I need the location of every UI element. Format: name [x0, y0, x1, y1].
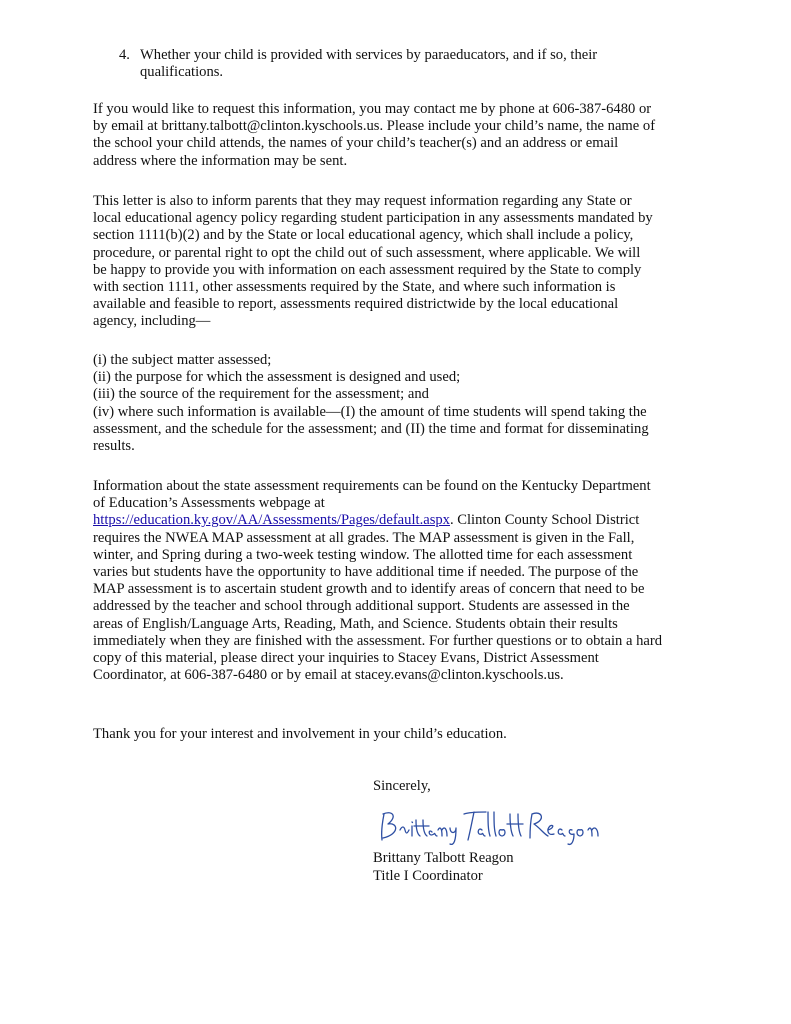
list-item-4 — [119, 47, 679, 81]
text-line — [93, 512, 713, 529]
policy-paragraph — [93, 193, 713, 331]
text-line: available and feasible to report, assessments required districtwide by the local educational — [93, 296, 619, 313]
text-line: procedure, or parental right to opt the child out of such assessment, where applicable. We will — [93, 244, 641, 261]
text-line: of Education’s Assessments webpage at — [93, 495, 325, 512]
assessment-list — [93, 352, 713, 455]
thanks-line — [93, 726, 713, 743]
text-line: copy of this material, please direct your inquiries to Stacey Evans, District Assessment — [93, 650, 599, 667]
text-line: Coordinator, at 606-387-6480 or by email at stacey.evans@clinton.kyschools.us. — [93, 667, 564, 684]
text-line: by email at brittany.talbott@clinton.kyschools.us. Please include your child’s name, the name of — [93, 118, 656, 135]
text-line: be happy to provide you with information on each assessment required by the State to comply — [93, 261, 642, 278]
text-line: qualifications. — [140, 64, 224, 81]
link-tail-text: . Clinton County School District — [449, 512, 640, 529]
text-line: (i) the subject matter assessed; — [93, 352, 272, 368]
text-line: addressed by the teacher and school through additional support. Students are assessed in the — [93, 598, 630, 615]
text-line: winter, and Spring during a two-week testing window. The allotted time for each assessment — [93, 546, 633, 563]
assessments-webpage-link[interactable]: https://education.ky.gov/AA/Assessments/Pages/default.aspx — [93, 512, 450, 529]
text-line: MAP assessment is to ascertain student growth and to identify areas of concern that need to be — [93, 581, 645, 598]
state-assessment-paragraph — [93, 478, 713, 684]
text-line: This letter is also to inform parents that they may request information regarding any State or — [93, 193, 632, 209]
signer-title: Title I Coordinator — [373, 868, 483, 884]
list-item-number: 4. — [119, 47, 130, 63]
text-line: agency, including— — [93, 313, 211, 330]
text-line: areas of English/Language Arts, Reading, Math, and Science. Students obtain their results — [93, 615, 618, 632]
salutation: Sincerely, — [373, 778, 431, 794]
text-line: varies but students have the opportunity to have additional time if needed. The purpose of the — [93, 564, 639, 581]
signer-name: Brittany Talbott Reagon — [373, 850, 514, 866]
text-line: results. — [93, 438, 135, 455]
text-line: Thank you for your interest and involvement in your child’s education. — [93, 726, 507, 742]
text-line: with section 1111, other assessments required by the State, and where such information is — [93, 279, 616, 296]
text-line: (iii) the source of the requirement for the assessment; and — [93, 386, 429, 403]
text-line: (ii) the purpose for which the assessment is designed and used; — [93, 369, 461, 386]
text-line: Whether your child is provided with services by paraeducators, and if so, their — [140, 47, 598, 63]
text-line: (iv) where such information is available—(I) the amount of time students will spend taking the — [93, 403, 647, 420]
text-line: immediately when they are finished with the assessment. For further questions or to obtain a hard — [93, 632, 663, 649]
text-line: assessment, and the schedule for the assessment; and (II) the time and format for disseminating — [93, 420, 649, 437]
text-line: address where the information may be sent. — [93, 152, 348, 169]
text-line: requires the NWEA MAP assessment at all grades. The MAP assessment is given in the Fall, — [93, 529, 635, 546]
text-line: the school your child attends, the names of your child’s teacher(s) and an address or email — [93, 135, 619, 152]
text-line: Information about the state assessment requirements can be found on the Kentucky Department — [93, 478, 651, 494]
text-line: local educational agency policy regarding student participation in any assessments mandated by — [93, 210, 653, 227]
list-item-text — [140, 47, 679, 81]
text-line: section 1111(b)(2) and by the State or local educational agency, which shall include a policy, — [93, 227, 634, 244]
contact-paragraph — [93, 101, 713, 170]
handwritten-signature — [370, 800, 610, 850]
text-line: If you would like to request this information, you may contact me by phone at 606-387-6480 or — [93, 101, 652, 117]
